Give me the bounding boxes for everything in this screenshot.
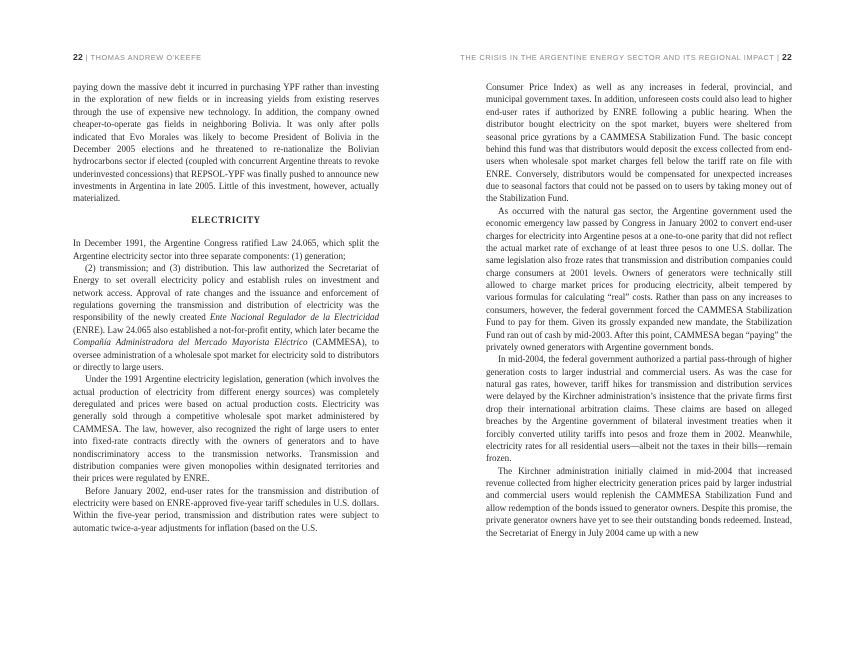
paragraph-text: (2) transmission; and (3) distribution. This law authorized the Secretariat of Energy to set overall electricity policy and establish rules on investment and network access. Approval of rate changes and the issuance and enforcement of regulations governing the transmission and distribution of electricity was the responsibility of the newly created: [73, 262, 379, 323]
header-separator-right: |: [776, 53, 780, 62]
italic-term-ente: Ente Nacional Regulador de la Electricidad: [209, 312, 379, 323]
paragraph-text: (ENRE). Law 24.065 also established a not-for-profit entity, which later became the: [73, 324, 379, 335]
section-heading: ELECTRICITY: [191, 214, 261, 225]
running-header-right: [460, 52, 792, 64]
paragraph: [73, 262, 379, 373]
right-page-body: [486, 81, 792, 539]
header-author: THOMAS ANDREW O'KEEFE: [90, 53, 202, 62]
header-separator-left: |: [85, 53, 89, 62]
paragraph-text: (CAMMESA), to oversee administration of a wholesale spot market for electricity sold to distributors or directly to large users.: [73, 337, 379, 372]
paragraph: As occurred with the natural gas sector, the Argentine government used the economic emergency law passed by Congress in January 2002 to convert end-user charges for electricity into Argentine pesos at a one-to-one parity that did not reflect the actual market rate of exchange of at least three pesos to one U.S. dollar. The same legislation also froze rates that transmission and distribution companies could charge consumers at 2001 levels. Owners of generators were technically still allowed to charge market prices for producing electricity, albeit tempered by various formulas for calculating “real” costs. Rather than pass on any increases to consumers, however, the federal government forced the CAMMESA Stabilization Fund to pay for them. Given its grossly expanded new mandate, the Stabilization Fund ran out of cash by mid-2003. After this point, CAMMESA began “paying” the privately owned generators with Argentine government bonds.: [486, 205, 792, 352]
paragraph: In December 1991, the Argentine Congress ratified Law 24.065, which split the Argentine electricity sector into three separate components: (1) generation;: [73, 238, 379, 261]
paragraph: In mid-2004, the federal government authorized a partial pass-through of higher generation costs to larger industrial and commercial users. As was the case for natural gas rates, however, tariff hikes for transmission and distribution services were delayed by the Kirchner administration’s insistence that the private firms first drop their international arbitration claims. These claims are based on alleged breaches by the Argentine government of bilateral investment treaties when it forcibly converted utility tariffs into pesos and froze them in 2002. Meanwhile, electricity rates for all residential users—albeit not the taxes in their bills—remain frozen.: [486, 354, 792, 464]
paragraph: The Kirchner administration initially claimed in mid-2004 that increased revenue collected from higher electricity generation prices paid by larger industrial and commercial users would replenish the CAMMESA Stabilization Fund and allow redemption of the bonds issued to generator owners. Despite this promise, the private generator owners have yet to see their outstanding bonds redeemed. Instead, the Secretariat of Energy in July 2004 came up with a new: [486, 465, 792, 538]
paragraph: paying down the massive debt it incurred in purchasing YPF rather than investing in the exploration of new fields or in increasing yields from existing reserves through the use of expensive new technology. In addition, the company owned cheaper-to-operate gas fields in neighboring Bolivia. It was only after polls indicated that Evo Morales was likely to become President of Bolivia in the December 2005 elections and he threatened to re-nationalize the Bolivian hydrocarbons sector if elected (coupled with concurrent Argentine threats to revoke underinvested concessions) that REPSOL-YPF was finally pushed to announce new investments in Argentina in late 2005. Little of this investment, however, actually materialized.: [73, 82, 379, 204]
paragraph: Before January 2002, end-user rates for the transmission and distribution of electricity were based on ENRE-approved five-year tariff schedules in U.S. dollars. Within the five-year period, transmission and distribution rates were subject to automatic twice-a-year adjustments for inflation (based on the U.S.: [73, 485, 379, 533]
italic-term-cammesa: Compañía Administradora del Mercado Mayorista Eléctrico: [73, 337, 308, 348]
left-page-body: [73, 81, 379, 534]
running-header-left: [73, 52, 202, 64]
page-number-left: 22: [73, 52, 83, 62]
page-number-right: 22: [782, 52, 792, 62]
paragraph: Under the 1991 Argentine electricity legislation, generation (which involves the actual production of electricity from different energy sources) was completely deregulated and prices were based on actual production costs. Electricity was generally sold through a competitive wholesale spot market administered by CAMMESA. The law, however, also recognized the right of large users to enter into fixed-rate contracts directly with the owners of generators and to have nondiscriminatory access to the transmission networks. Transmission and distribution companies were given monopolies within designated territories and their prices were regulated by ENRE.: [73, 374, 379, 484]
paragraph: Consumer Price Index) as well as any increases in federal, provincial, and municipal government taxes. In addition, unforeseen costs could also lead to higher end-user rates if authorized by ENRE following a public hearing. When the distributor bought electricity on the spot market, buyers were sheltered from seasonal price gyrations by a CAMMESA Stabilization Fund. The basic concept behind this fund was that distributors would deposit the excess collected from end-users when wholesale spot market charges fell below the tariff rate on file with ENRE. Conversely, distributors would be compensated for unexpected increases due to seasonal factors that could not be passed on to users by taking money out of the Stabilization Fund.: [486, 82, 792, 204]
header-title: THE CRISIS IN THE ARGENTINE ENERGY SECTOR AND ITS REGIONAL IMPACT: [460, 53, 775, 62]
